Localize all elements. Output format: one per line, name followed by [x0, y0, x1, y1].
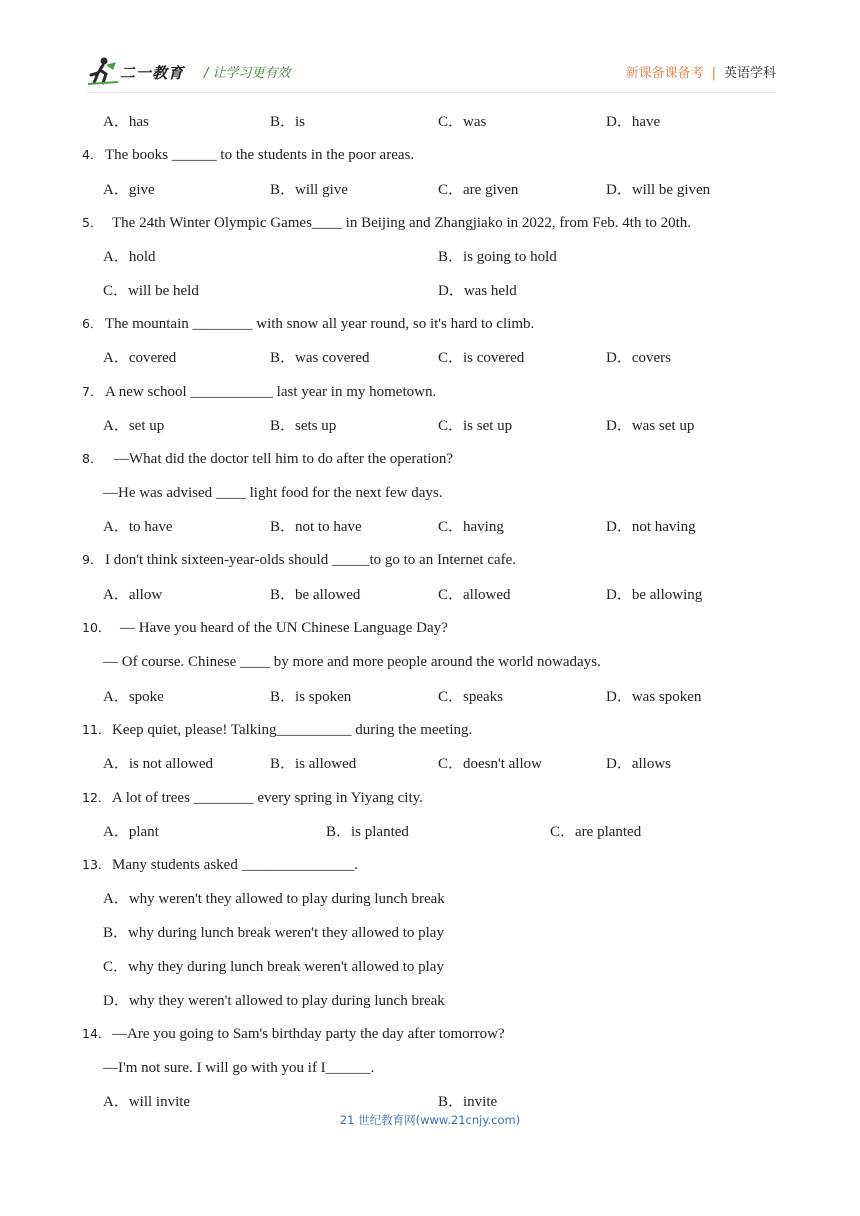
option-b: B．will give: [270, 182, 348, 198]
option-a: A．why weren't they allowed to play during lunch break: [103, 891, 445, 907]
question-number: 5．: [82, 215, 103, 230]
option-d: D．was spoken: [606, 689, 702, 705]
page-footer[interactable]: 21 世纪教育网(www.21cnjy.com): [339, 1113, 521, 1127]
question-number: 11．: [82, 722, 111, 737]
question-text: The 24th Winter Olympic Games____ in Beijing and Zhangjiako in 2022, from Feb. 4th to 20th.: [112, 215, 692, 231]
question-text: —What did the doctor tell him to do after the operation?: [114, 451, 454, 467]
question-text: A lot of trees ________ every spring in Yiyang city.: [112, 790, 423, 806]
option-b: B．be allowed: [270, 587, 361, 603]
question-text: Keep quiet, please! Talking__________ during the meeting.: [112, 722, 473, 738]
option-b: B．invite: [438, 1094, 498, 1110]
question-text: The mountain ________ with snow all year round, so it's hard to climb.: [105, 316, 535, 332]
option-c: C．why they during lunch break weren't allowed to play: [103, 959, 444, 975]
option-a: A．hold: [103, 249, 156, 265]
option-a: A．spoke: [103, 689, 164, 705]
question-number: 8．: [82, 451, 103, 466]
course-label: 新课备课备考: [625, 66, 704, 81]
question-number: 4．: [82, 147, 103, 162]
subject-label: 英语学科: [723, 66, 776, 81]
option-b: B．is planted: [326, 824, 409, 840]
question-text: — Have you heard of the UN Chinese Language Day?: [120, 620, 448, 636]
option-b: B．is allowed: [270, 756, 357, 772]
option-c: C．having: [438, 519, 504, 535]
option-c: C．was: [438, 114, 487, 130]
question-number: 12．: [82, 790, 111, 805]
option-b: B．is spoken: [270, 689, 352, 705]
logo: [86, 56, 196, 88]
question-number: 14．: [82, 1026, 111, 1041]
option-b: B．is: [270, 114, 306, 130]
header-right: [626, 62, 776, 81]
option-b: B．sets up: [270, 418, 337, 434]
option-c: C．are planted: [550, 824, 642, 840]
option-c: C．speaks: [438, 689, 503, 705]
question-number: 7．: [82, 384, 103, 399]
option-a: A．set up: [103, 418, 165, 434]
header-separator: |: [711, 66, 716, 81]
question-text: Many students asked _______________.: [112, 857, 358, 873]
question-text: The books ______ to the students in the poor areas.: [105, 147, 415, 163]
question-text: A new school ___________ last year in my hometown.: [105, 384, 437, 400]
option-d: D．allows: [606, 756, 671, 772]
option-b: B．was covered: [270, 350, 370, 366]
option-c: C．is set up: [438, 418, 513, 434]
logo-text: 二一教育: [120, 64, 185, 82]
question-number: 6．: [82, 316, 103, 331]
question-text-reply: —I'm not sure. I will go with you if I______.: [103, 1060, 375, 1076]
page-header: [86, 56, 776, 92]
option-a: A．covered: [103, 350, 177, 366]
slogan: / 让学习更有效: [204, 66, 291, 81]
option-a: A．allow: [103, 587, 163, 603]
option-d: D．not having: [606, 519, 696, 535]
question-number: 10．: [82, 620, 111, 635]
option-c: C．allowed: [438, 587, 511, 603]
option-c: C．doesn't allow: [438, 756, 542, 772]
option-b: B．not to have: [270, 519, 362, 535]
option-d: D．be allowing: [606, 587, 703, 603]
option-a: A．will invite: [103, 1094, 191, 1110]
option-a: A．plant: [103, 824, 159, 840]
question-text-reply: — Of course. Chinese ____ by more and more people around the world nowadays.: [103, 654, 601, 670]
runner-logo-icon: [86, 56, 120, 86]
option-c: C．is covered: [438, 350, 525, 366]
option-a: A．has: [103, 114, 149, 130]
option-d: D．was held: [438, 283, 517, 299]
option-d: D．why they weren't allowed to play during lunch break: [103, 993, 445, 1009]
option-d: D．was set up: [606, 418, 695, 434]
question-text: I don't think sixteen-year-olds should _____to go to an Internet cafe.: [105, 552, 517, 568]
option-a: A．is not allowed: [103, 756, 213, 772]
option-d: D．covers: [606, 350, 671, 366]
option-d: D．will be given: [606, 182, 711, 198]
option-b: B．is going to hold: [438, 249, 557, 265]
question-text-reply: —He was advised ____ light food for the next few days.: [103, 485, 443, 501]
option-b: B．why during lunch break weren't they allowed to play: [103, 925, 444, 941]
header-divider: [86, 92, 776, 93]
option-a: A．give: [103, 182, 155, 198]
question-number: 13．: [82, 857, 111, 872]
option-d: D．have: [606, 114, 661, 130]
question-text: —Are you going to Sam's birthday party the day after tomorrow?: [112, 1026, 505, 1042]
option-c: C．will be held: [103, 283, 199, 299]
question-number: 9．: [82, 552, 103, 567]
option-c: C．are given: [438, 182, 519, 198]
option-a: A．to have: [103, 519, 173, 535]
